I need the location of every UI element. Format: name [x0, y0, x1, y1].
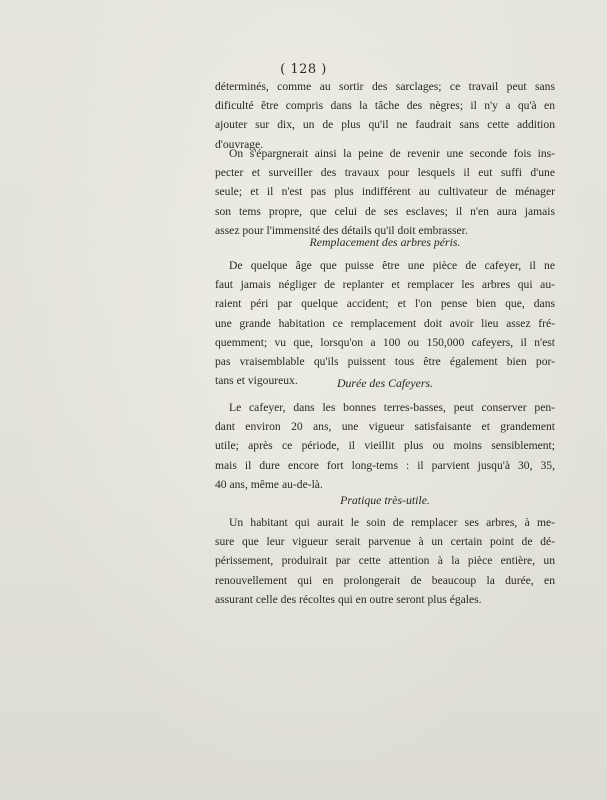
text-line: pecter et surveiller des travaux pour lesquels il eut suffi d'une — [215, 166, 555, 180]
section-heading: Remplacement des arbres péris. — [309, 235, 461, 249]
page-number: ( 128 ) — [280, 62, 327, 77]
text-line: son tems propre, que celui de ses esclaves; il n'en aura jamais — [215, 204, 555, 218]
text-line: tans et vigoureux. — [215, 374, 298, 388]
text-line: Le cafeyer, dans les bonnes terres-basses, peut conserver pen- — [229, 401, 555, 414]
text-line: De quelque âge que puisse être une pièce de cafeyer, il ne — [229, 259, 555, 272]
text-line: 40 ans, même au-de-là. — [215, 477, 323, 491]
text-line: ajouter sur dix, un de plus qu'il ne faudrait sans cette addition — [215, 118, 555, 132]
section-heading: Durée des Cafeyers. — [337, 376, 433, 390]
text-line: dificulté être compris dans la tâche des nègres; il n'y a qu'à en — [215, 99, 555, 113]
text-line: seule; et il n'est pas plus indifférent au cultivateur de ménager — [215, 185, 555, 199]
text-line: assez pour l'immensité des détails qu'il doit embrasser. — [215, 223, 468, 237]
text-line: pas vraisemblable qu'ils puissent tous être également bien por- — [215, 354, 555, 368]
paragraph — [215, 513, 555, 609]
text-line: périssement, produirait par cette attention à la pièce entière, un — [215, 554, 555, 568]
text-line: Un habitant qui aurait le soin de remplacer ses arbres, à me- — [229, 516, 555, 529]
text-line: assurant celle des récoltes qui en outre seront plus égales. — [215, 592, 482, 606]
section-heading: Pratique très-utile. — [340, 493, 430, 507]
text-line: raient péri par quelque accident; et l'on pense bien que, dans — [215, 297, 555, 311]
text-line: déterminés, comme au sortir des sarclages; ce travail peut sans — [215, 80, 555, 93]
paragraph — [215, 144, 555, 240]
text-line: utile; après ce période, il vieillit plus ou moins sensiblement; — [215, 439, 555, 453]
text-line: d'ouvrage. — [215, 137, 264, 151]
text-line: mais il dure encore fort long-tems : il parvient jusqu'à 30, 35, — [215, 458, 555, 472]
text-line: une grande habitation ce remplacement doit avoir lieu assez fré- — [215, 316, 555, 330]
text-line: faut jamais négliger de replanter et remplacer les arbres qui au- — [215, 278, 555, 292]
text-line: quemment; vu que, lorsqu'on a 100 ou 150,000 cafeyers, il n'est — [215, 335, 555, 349]
paragraph — [215, 398, 555, 494]
paragraph — [215, 77, 555, 154]
paragraph — [215, 256, 555, 390]
text-line: renouvellement qui en prolongerait de beaucoup la durée, en — [215, 573, 555, 587]
text-line: sure que leur vigueur serait parvenue à un certain point de dé- — [215, 535, 555, 549]
text-line: On s'épargnerait ainsi la peine de revenir une seconde fois ins- — [229, 147, 555, 160]
text-line: dant environ 20 ans, une vigueur satisfaisante et grandement — [215, 420, 555, 434]
